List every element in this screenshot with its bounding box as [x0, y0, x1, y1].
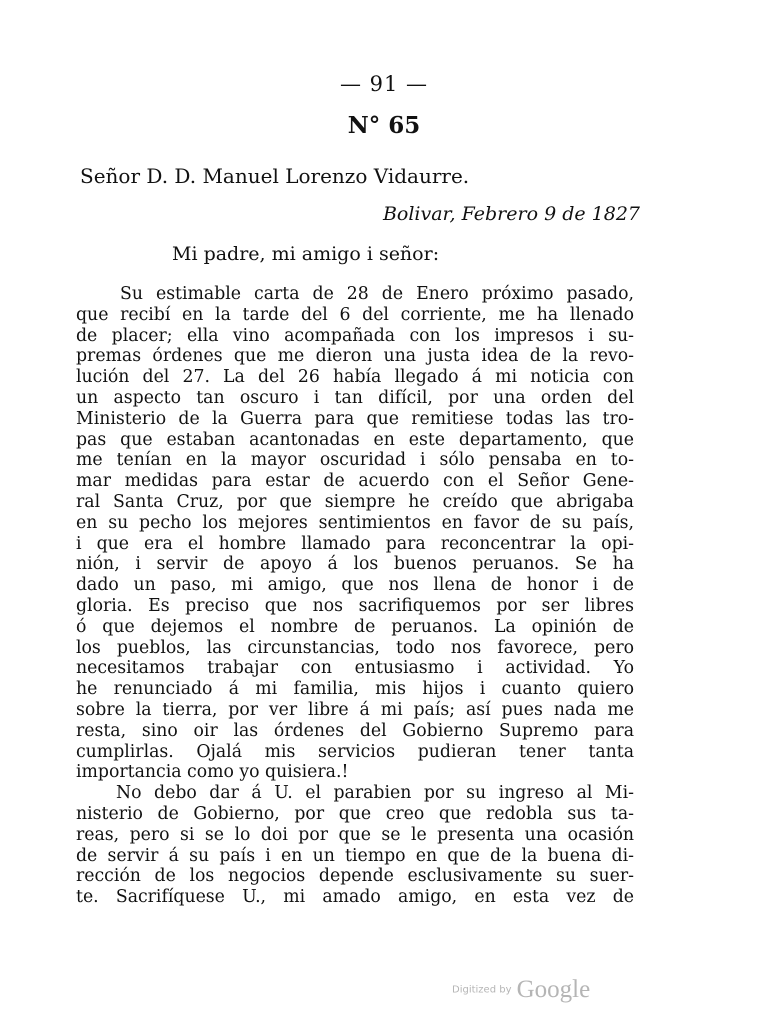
- body-line: resta, sino oir las órdenes del Gobierno Supremo para: [76, 720, 634, 741]
- salutation: Mi padre, mi amigo i señor:: [172, 243, 440, 265]
- body-line: nisterio de Gobierno, por que creo que redobla sus ta-: [76, 803, 634, 824]
- body-line: Ministerio de la Guerra para que remitiese todas las tro-: [76, 408, 634, 429]
- body-line: he renunciado á mi familia, mis hijos i cuanto quiero: [76, 679, 634, 700]
- body-line: mar medidas para estar de acuerdo con el Señor Gene-: [76, 471, 634, 492]
- dateline: Bolivar, Febrero 9 de 1827: [382, 203, 640, 225]
- digitization-watermark: [452, 976, 590, 1004]
- page-number: — 91 —: [339, 72, 429, 96]
- addressee: Señor D. D. Manuel Lorenzo Vidaurre.: [80, 164, 470, 188]
- body-line: dado un paso, mi amigo, que nos llena de honor i de: [76, 575, 634, 596]
- body-line: Su estimable carta de 28 de Enero próximo pasado,: [120, 284, 634, 304]
- letter-number: N° 65: [347, 112, 421, 139]
- body-line: te. Sacrifíquese U., mi amado amigo, en esta vez de: [76, 887, 634, 908]
- body-line: que recibí en la tarde del 6 del corriente, me ha llenado: [76, 304, 634, 325]
- body-line: premas órdenes que me dieron una justa idea de la revo-: [76, 346, 634, 367]
- body-line: en su pecho los mejores sentimientos en favor de su país,: [76, 512, 634, 533]
- body-line: sobre la tierra, por ver libre á mi país; así pues nada me: [76, 699, 634, 720]
- body-line: ó que dejemos el nombre de peruanos. La opinión de: [76, 616, 634, 637]
- body-line: i que era el hombre llamado para reconcentrar la opi-: [76, 533, 634, 554]
- google-logo: Google: [516, 976, 591, 1003]
- body-line: de placer; ella vino acompañada con los impresos i su-: [76, 325, 634, 346]
- body-line: los pueblos, las circunstancias, todo nos favorece, pero: [76, 637, 634, 658]
- body-line: ral Santa Cruz, por que siempre he creído que abrigaba: [76, 491, 634, 512]
- body-line: un aspecto tan oscuro i tan difícil, por una orden del: [76, 387, 634, 408]
- body-line: importancia como yo quisiera.!: [76, 762, 349, 783]
- body-line: reas, pero si se lo doi por que se le presenta una ocasión: [76, 824, 634, 845]
- body-line: necesitamos trabajar con entusiasmo i actividad. Yo: [76, 658, 634, 679]
- watermark-prefix: Digitized by: [452, 984, 512, 996]
- body-line: rección de los negocios depende esclusivamente su suer-: [76, 866, 634, 887]
- body-line: gloria. Es preciso que nos sacrifiquemos por ser libres: [76, 595, 634, 616]
- body-line: me tenían en la mayor oscuridad i sólo pensaba en to-: [76, 450, 634, 471]
- body-line: cumplirlas. Ojalá mis servicios pudieran tener tanta: [76, 741, 634, 762]
- body-line: No debo dar á U. el parabien por su ingreso al Mi-: [116, 783, 634, 804]
- body-line: lución del 27. La del 26 había llegado á mi noticia con: [76, 367, 634, 388]
- letter-body: [76, 284, 634, 908]
- body-line: nión, i servir de apoyo á los buenos peruanos. Se ha: [76, 554, 634, 575]
- body-line: pas que estaban acantonadas en este departamento, que: [76, 429, 634, 450]
- body-line: de servir á su país i en un tiempo en que de la buena di-: [76, 845, 634, 866]
